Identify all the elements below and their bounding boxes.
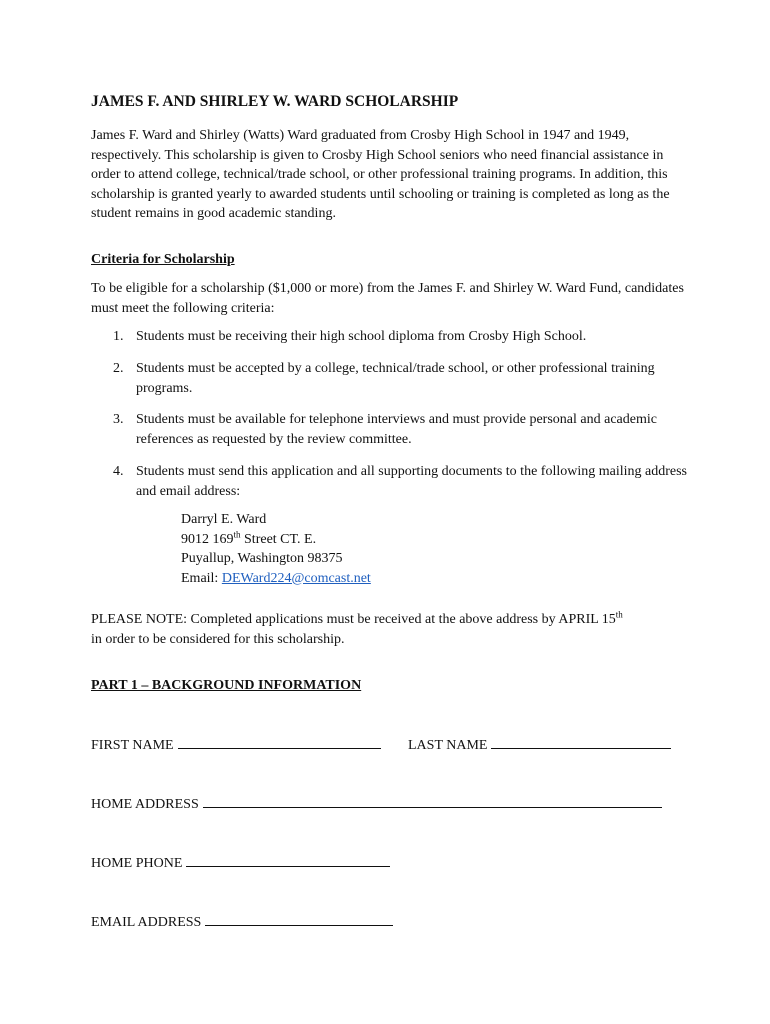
intro-paragraph: James F. Ward and Shirley (Watts) Ward graduated from Crosby High School in 1947 and 1949, respectively. This scholarship is given to Crosby High School seniors who need financial assistance in order to attend college, technical/trade school, or other professional training programs. In addition, this scholarship is granted yearly to awarded students until schooling or training is completed as long as the student remains in good academic standing.: [91, 128, 670, 222]
part1-heading: PART 1 – BACKGROUND INFORMATION: [91, 678, 362, 693]
criteria-item-4: [91, 462, 691, 501]
home-phone-label: HOME PHONE: [91, 856, 183, 871]
criteria-item-number: 3.: [113, 412, 124, 427]
criteria-item-2: [91, 359, 691, 398]
email-address-label: EMAIL ADDRESS: [91, 915, 202, 930]
first-name-field[interactable]: [178, 734, 381, 749]
first-name-label: FIRST NAME: [91, 738, 174, 753]
criteria-item-text: Students must send this application and all supporting documents to the following mailing address and email address:: [136, 464, 687, 499]
mailing-address-block: [181, 510, 371, 588]
email-line: [181, 569, 371, 589]
home-phone-row: [91, 852, 390, 872]
city-state-zip: Puyallup, Washington 98375: [181, 551, 343, 567]
criteria-item-text: Students must be receiving their high school diploma from Crosby High School.: [136, 329, 587, 344]
street-ordinal: th: [233, 528, 241, 539]
document-title: JAMES F. AND SHIRLEY W. WARD SCHOLARSHIP: [91, 93, 459, 110]
criteria-lead: To be eligible for a scholarship ($1,000 or more) from the James F. and Shirley W. Ward Fund, candidates must meet the following criteria:: [91, 281, 684, 316]
note-tail: in order to be considered for this scholarship.: [91, 631, 345, 647]
email-address-row: [91, 911, 393, 931]
home-phone-field[interactable]: [186, 852, 390, 867]
email-address-field[interactable]: [205, 911, 393, 926]
last-name-field[interactable]: [491, 734, 671, 749]
home-address-label: HOME ADDRESS: [91, 797, 199, 812]
last-name-row: [408, 734, 671, 754]
street-number: 9012 169: [181, 531, 234, 547]
street-address: [181, 530, 371, 550]
please-note: [91, 610, 691, 649]
last-name-label: LAST NAME: [408, 738, 488, 753]
recipient-name: Darryl E. Ward: [181, 512, 267, 527]
criteria-heading: Criteria for Scholarship: [91, 252, 235, 267]
criteria-item-3: [91, 410, 691, 449]
criteria-item-1: [91, 327, 691, 347]
criteria-item-text: Students must be accepted by a college, technical/trade school, or other professional training programs.: [136, 361, 655, 396]
criteria-item-number: 4.: [113, 464, 124, 479]
email-link[interactable]: DEWard224@comcast.net: [221, 570, 371, 586]
home-address-row: [91, 793, 662, 813]
note-ordinal: th: [615, 609, 623, 620]
first-name-row: [91, 734, 381, 754]
criteria-item-text: Students must be available for telephone interviews and must provide personal and academic references as requested by the review committee.: [136, 412, 657, 447]
home-address-field[interactable]: [203, 793, 662, 808]
note-text: PLEASE NOTE: Completed applications must be received at the above address by APRIL 15: [91, 612, 616, 627]
street-name: Street CT. E.: [240, 531, 317, 547]
criteria-item-number: 1.: [113, 329, 124, 344]
email-label: Email:: [181, 570, 222, 586]
criteria-item-number: 2.: [113, 361, 124, 376]
